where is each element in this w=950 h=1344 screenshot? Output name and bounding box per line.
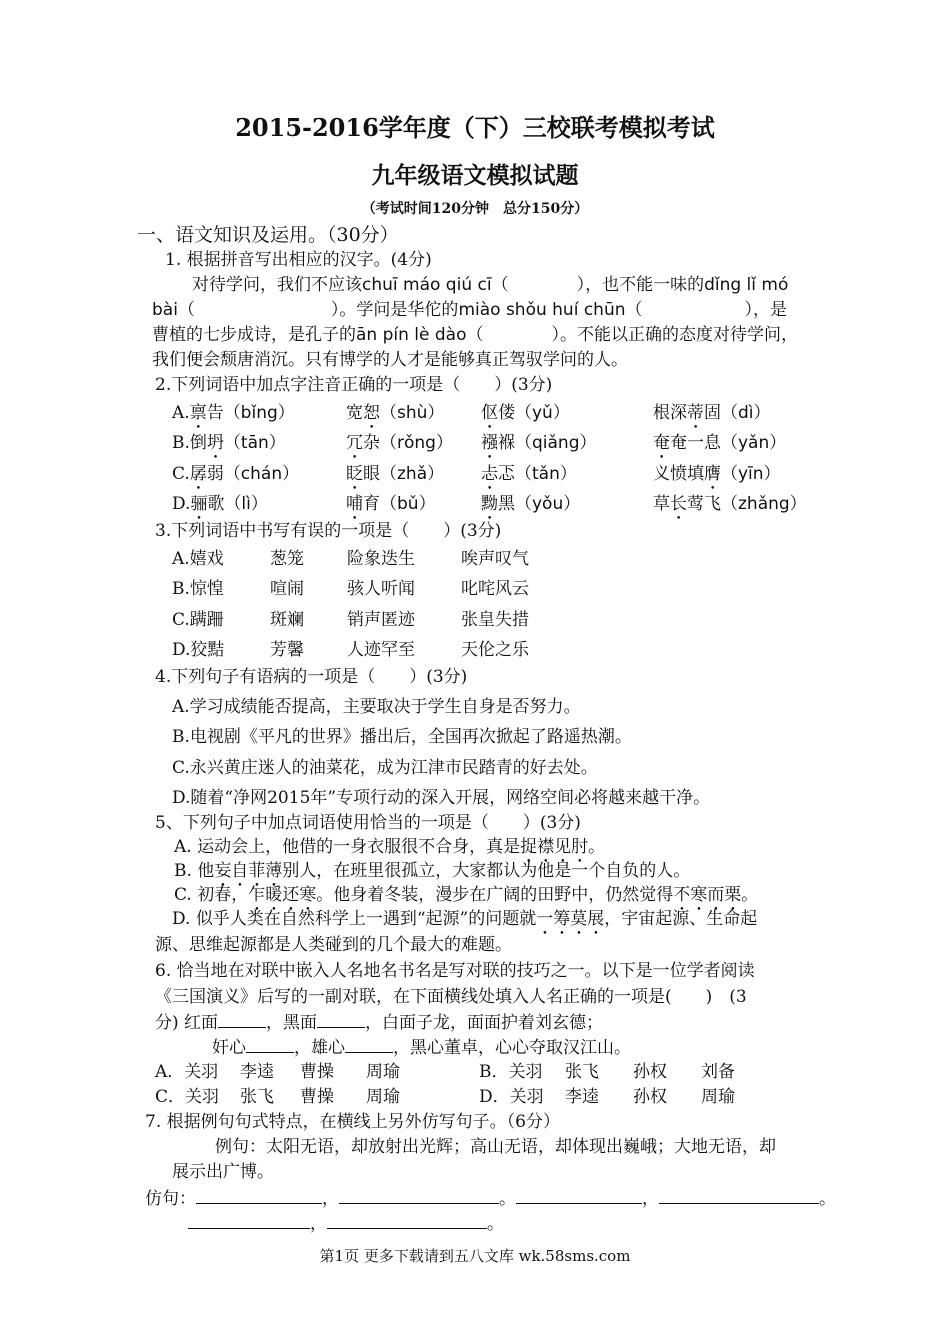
q6-option-item: D．关羽 [479,1087,544,1107]
q6-line1: 6. 恰当地在对联中嵌入人名地名书名是写对联的技巧之一。以下是一位学者阅读 [155,961,755,981]
q2-word: B.倒坍（tān） [172,433,286,453]
q3-word: 销声匿迹 [347,610,415,630]
q7-answer-line1: 仿句： ， 。 ， 。 [145,1189,836,1209]
pinyin: chuī máo qiú cī [362,275,492,295]
q3-word: 险象迭生 [347,549,415,569]
q4-option-c: C.永兴黄庄迷人的油菜花，成为江津市民踏青的好去处。 [172,758,598,778]
q5-option-b: B. 他妄自菲薄别人，在班里很孤立，大家都认为他是一个自负的人。 [174,861,691,881]
q6-option-item: C．关羽 [155,1087,220,1107]
q6-option-item: 孙权 [633,1087,667,1107]
q2-word: 义愤填膺（yīn） [653,464,781,484]
q3-word: A.嬉戏 [172,549,224,569]
q2-word: 根深蒂固（dì） [653,403,771,423]
q4-option-b: B.电视剧《平凡的世界》播出后，全国再次掀起了路遥热潮。 [172,727,632,747]
q5-option-d-cont: 源、思维起源都是人类碰到的几个最大的难题。 [155,935,512,955]
answer-blank[interactable] [196,1187,322,1204]
pinyin: bài [152,300,178,320]
q6-option-item: 曹操 [300,1062,334,1082]
q6-option-item: 周瑜 [366,1087,400,1107]
q2-word: 忐忑（tǎn） [481,464,577,484]
q2-word: 宽恕（shù） [346,403,445,423]
q3-word: 人迹罕至 [347,640,415,660]
pinyin: dǐng lǐ mó [704,275,789,295]
q6-option-item: 曹操 [300,1087,334,1107]
q2-word: D.骊歌（lì） [172,494,268,514]
exam-title: 2015-2016学年度（下）三校联考模拟考试 [235,113,715,142]
q3-word: 唉声叹气 [461,549,529,569]
q7-stem: 7. 根据例句句式特点，在横线上另外仿写句子。（6分） [145,1112,560,1132]
q6-option-item: 张飞 [565,1062,599,1082]
q2-word: 奄奄一息（yǎn） [653,433,787,453]
q6-option-item: 李逵 [240,1062,274,1082]
q6-option-item: 周瑜 [701,1087,735,1107]
q3-word: 斑斓 [270,610,304,630]
q2-word: A.禀告（bǐng） [172,403,295,423]
q2-word: 草长莺飞（zhǎng） [653,494,807,514]
q3-word: 天伦之乐 [461,640,529,660]
q1-line3: 曹植的七步成诗，是孔子的ān pín lè dào（ ）。不能以正确的态度对待学问， [152,325,798,345]
answer-blank[interactable] [659,1187,819,1204]
q4-stem: 4.下列句子有语病的一项是（ ）(3分) [155,667,468,687]
q4-option-d: D.随着“净网2015年”专项行动的深入开展，网络空间必将越来越干净。 [172,788,711,808]
q6-line3: 分) 红面 ，黑面 ，白面子龙，面面护着刘玄德； [155,1013,604,1033]
q3-word: B.惊惶 [172,579,224,599]
q2-word: 襁褓（qiǎng） [481,433,597,453]
answer-blank[interactable] [327,1212,487,1229]
q6-option-item: B．关羽 [479,1062,543,1082]
q3-word: 叱咤风云 [461,579,529,599]
q2-word: 冗杂（rǒng） [346,433,453,453]
q6-option-item: 刘备 [701,1062,735,1082]
q3-word: 张皇失措 [461,610,529,630]
q5-stem: 5、下列句子中加点词语使用恰当的一项是（ ）(3分) [155,813,581,833]
page-footer: 第1页 更多下载请到五八文库 wk.58sms.com [319,1247,631,1265]
q3-word: 葱笼 [270,549,304,569]
q2-word: 哺育（bǔ） [346,494,436,514]
answer-blank[interactable] [339,1187,499,1204]
q3-word: D.狡黠 [172,640,225,660]
q6-option-item: 孙权 [633,1062,667,1082]
q6-option-item: 李逵 [565,1087,599,1107]
q5-option-c: C. 初春，乍暖还寒。他身着冬装，漫步在广阔的田野中，仍然觉得不寒而栗。 [174,885,759,905]
q6-line4: 奸心 ，雄心 ，黑心董卓，心心夺取汉江山。 [212,1038,631,1058]
q7-example-line1: 例句：太阳无语，却放射出光辉；高山无语，却体现出巍峨；大地无语，却 [215,1137,776,1157]
answer-blank[interactable] [317,1011,365,1028]
q5-option-d: D. 似乎人类在自然科学上一遇到“起源”的问题就一筹莫展，宇宙起源、生命起 [172,909,758,929]
q2-word: 眨眼（zhǎ） [346,464,445,484]
q6-option-item: 张飞 [240,1087,274,1107]
q3-word: 芳馨 [270,640,304,660]
q2-word: 黝黑（yǒu） [481,494,581,514]
exam-subtitle: 九年级语文模拟试题 [371,162,579,189]
q5-option-a: A. 运动会上，他借的一身衣服很不合身，真是捉襟见肘。 [174,837,606,857]
q6-line2: 《三国演义》后写的一副对联，在下面横线处填入人名正确的一项是( ) (3 [155,987,747,1007]
q2-word: C.孱弱（chán） [172,464,300,484]
q2-word: 伛偻（yǔ） [481,403,570,423]
pinyin: miào shǒu huí chūn [458,300,626,320]
section-heading: 一、语文知识及运用。（30分） [137,224,399,246]
q7-example-line2: 展示出广博。 [172,1162,274,1182]
answer-blank[interactable] [516,1187,642,1204]
q4-option-a: A.学习成绩能否提高，主要取决于学生自身是否努力。 [172,697,581,717]
answer-blank[interactable] [188,1212,310,1229]
q1-stem: 1. 根据拼音写出相应的汉字。(4分) [165,250,432,270]
q1-line2: bài（ ）。学问是华佗的miào shǒu huí chūn（ ），是 [152,300,787,320]
exam-info: （考试时间120分钟 总分150分） [361,201,589,217]
q3-word: C.蹒跚 [172,610,224,630]
q2-stem: 2.下列词语中加点字注音正确的一项是（ ）(3分) [155,375,553,395]
q3-word: 骇人听闻 [347,579,415,599]
q3-stem: 3.下列词语中书写有误的一项是（ ）(3分) [155,521,502,541]
q1-line1: 对待学问，我们不应该chuī máo qiú cī（ ），也不能一味的dǐng lǐ mó [192,275,789,295]
answer-blank[interactable] [246,1036,294,1053]
pinyin: ān pín lè dào [356,325,467,345]
q6-option-item: A．关羽 [155,1062,219,1082]
q1-line4: 我们便会颓唐消沉。只有博学的人才是能够真正驾驭学问的人。 [152,350,628,370]
q3-word: 喧闹 [270,579,304,599]
q7-answer-line2: ， 。 [188,1212,504,1235]
q6-option-item: 周瑜 [366,1062,400,1082]
answer-blank[interactable] [218,1011,266,1028]
answer-blank[interactable] [345,1036,393,1053]
